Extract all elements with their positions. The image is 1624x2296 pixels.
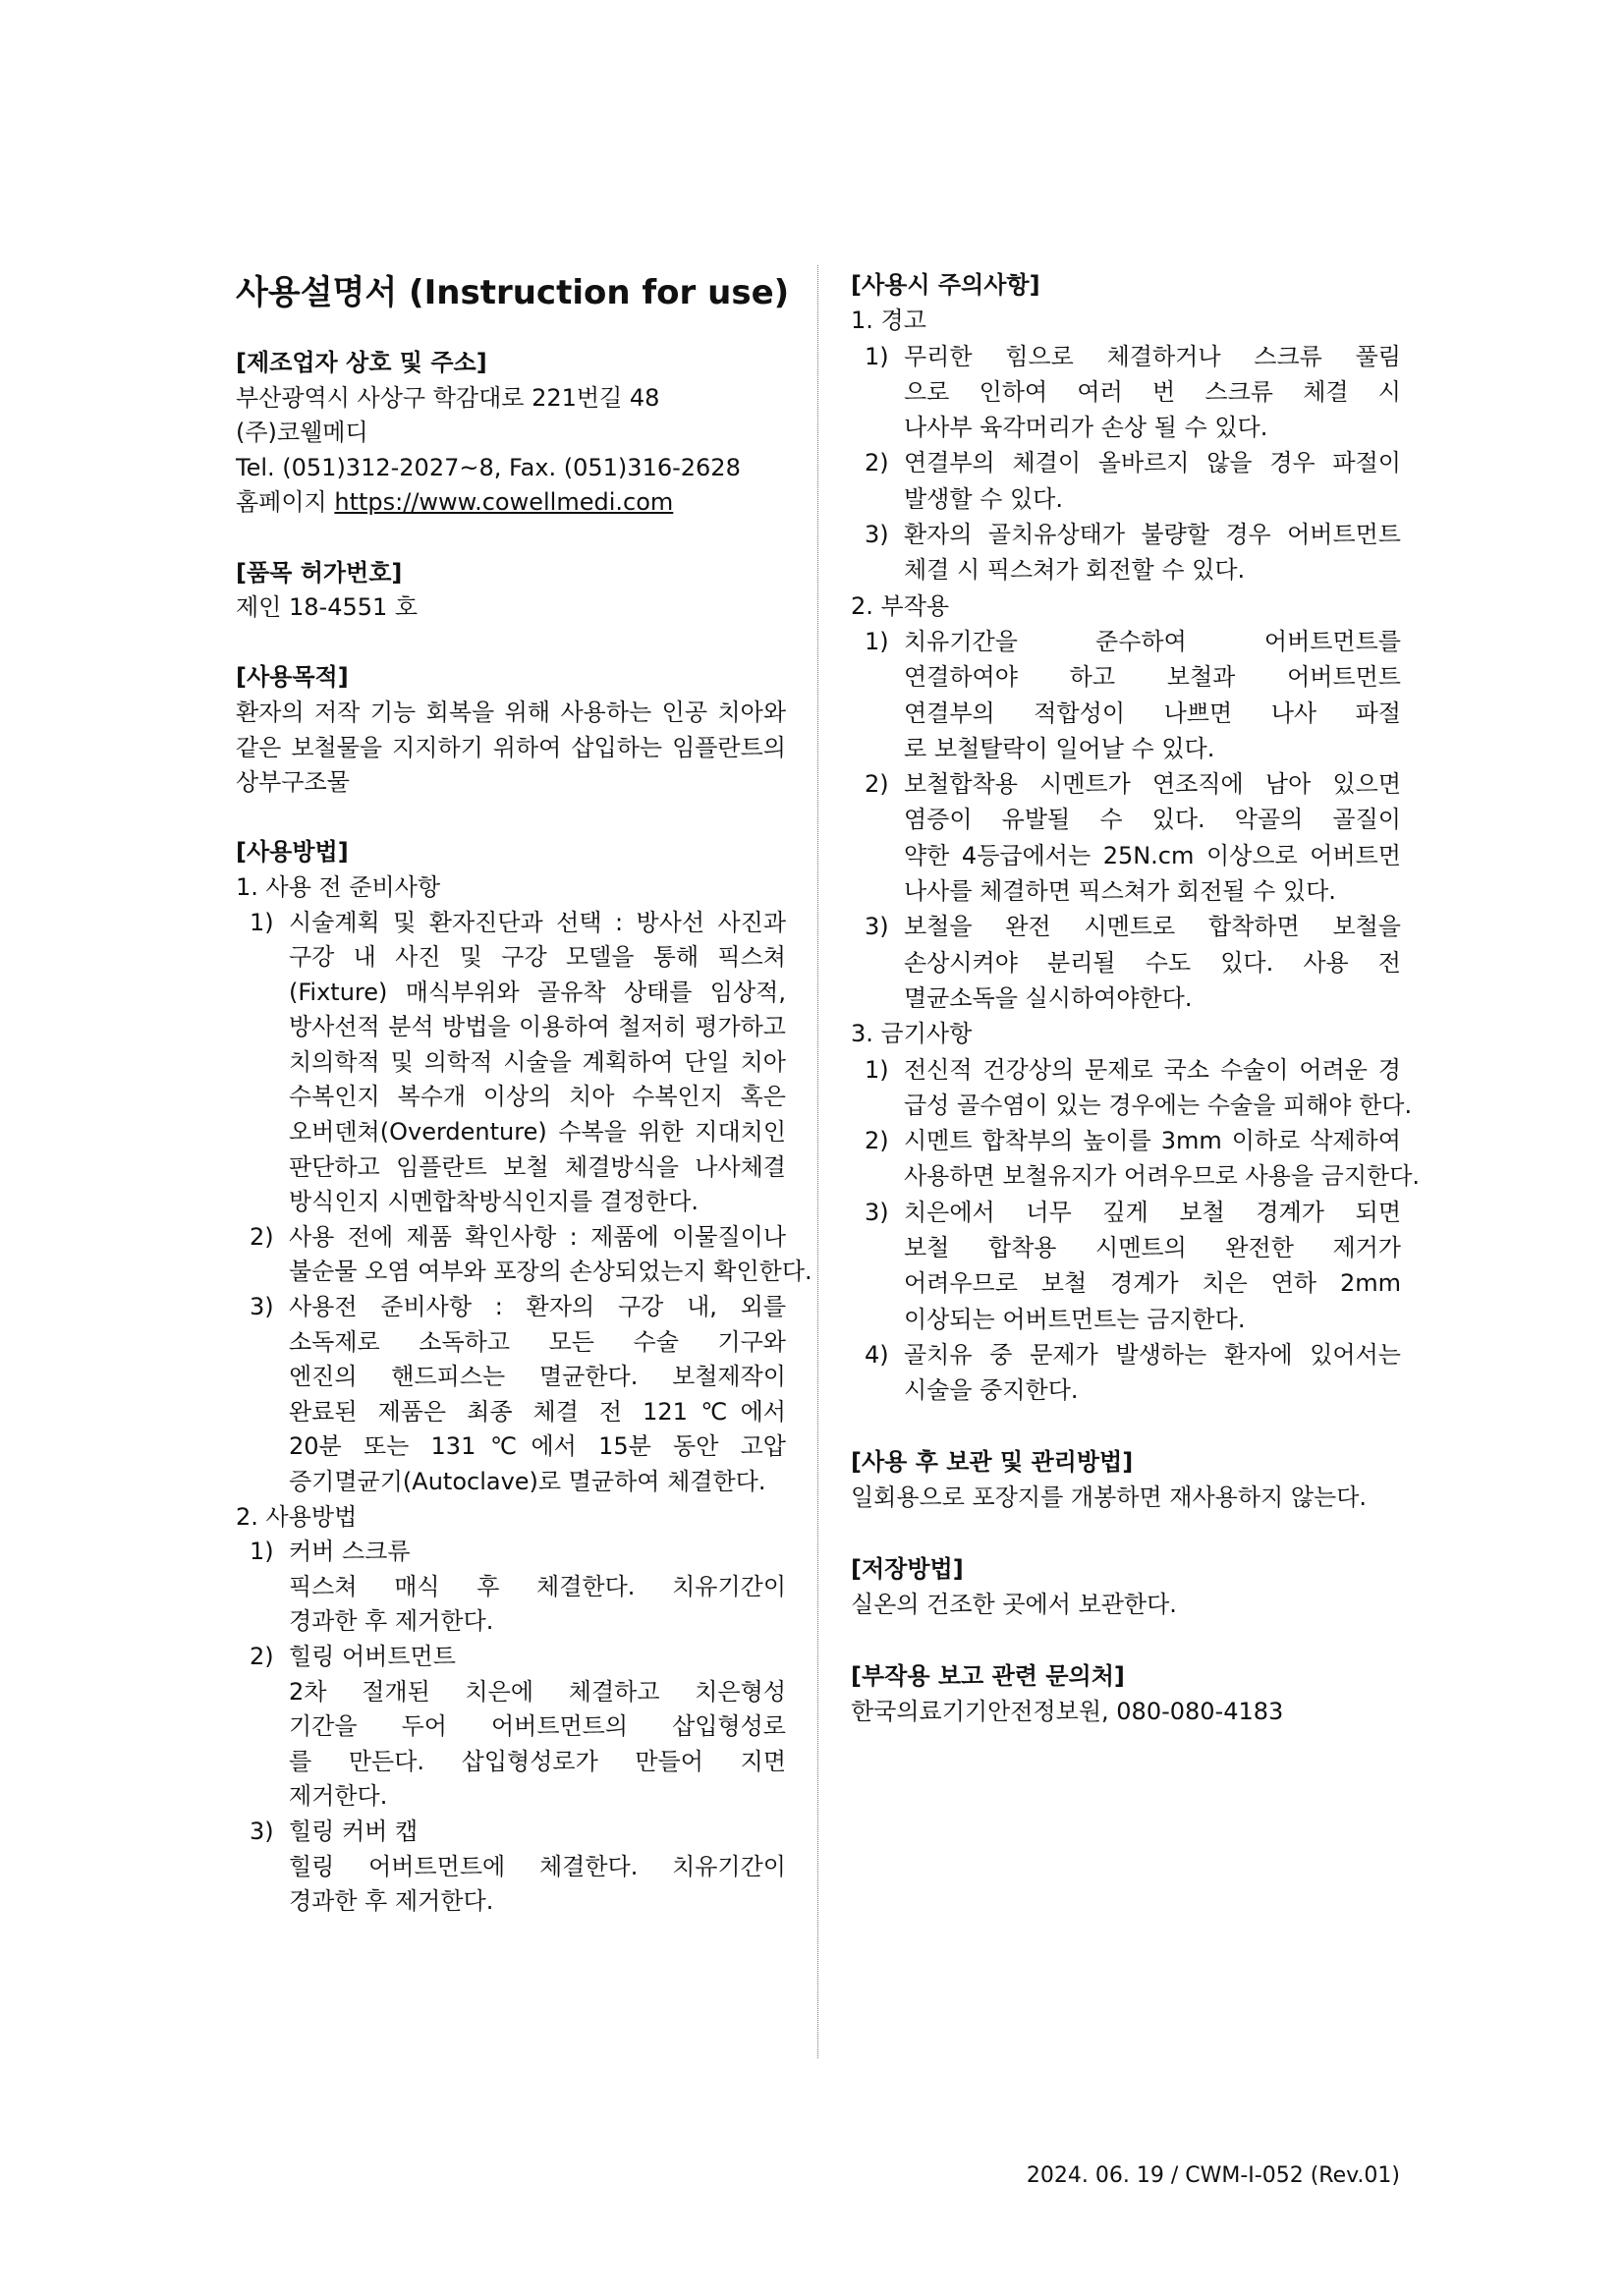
blank-line — [236, 801, 786, 836]
line-text: 로 보철탈락이 일어날 수 있다. — [904, 734, 1215, 762]
line-text: 경과한 후 제거한다. — [289, 1887, 494, 1916]
list-item-line — [851, 552, 1401, 588]
list-number: 2) — [250, 1642, 274, 1670]
list-number: 1) — [865, 1055, 889, 1084]
line-text: 시멘트 합착부의 높이를 3mm 이하로 삭제하여 — [904, 1127, 1401, 1155]
list-item-line — [851, 481, 1401, 517]
list-item-line — [851, 517, 1401, 552]
line-text: 나사부 육각머리가 손상 될 수 있다. — [904, 414, 1268, 442]
list-item-line: 어려우므로 보철 경계가 치은 연하 2mm — [904, 1269, 1401, 1298]
section-heading: [사용 후 보관 및 관리방법] — [851, 1447, 1134, 1476]
line-text: 불순물 오염 여부와 포장의 손상되었는지 확인한다. — [289, 1258, 812, 1286]
list-number: 3) — [865, 913, 889, 941]
line-text: 경과한 후 제거한다. — [289, 1607, 494, 1636]
line-text: 치은에서 너무 깊게 보철 경계가 되면 — [904, 1198, 1401, 1226]
list-item-line: 치의학적 및 의학적 시술을 계획하여 단일 치아 — [289, 1047, 786, 1076]
line-text: 제인 18-4551 호 — [236, 593, 419, 622]
list-item-line: 연결부의 적합성이 나쁘면 나사 파절 — [904, 699, 1401, 727]
line-text: 1. 사용 전 준비사항 — [236, 872, 441, 901]
list-item-line: 소독제로 소독하고 모든 수술 기구와 — [289, 1327, 786, 1356]
list-item-line: 염증이 유발될 수 있다. 악골의 골질이 — [904, 806, 1401, 834]
list-item-line — [236, 1255, 812, 1290]
line-text: 무리한 힘으로 체결하거나 스크류 풀림 — [904, 342, 1401, 370]
line-text: 힐링 어버트먼트 — [289, 1642, 456, 1670]
list-item-line — [851, 339, 1401, 374]
line-text: 이상되는 어버트먼트는 금지한다. — [904, 1305, 1246, 1333]
blank-line — [236, 521, 786, 556]
section-heading: [품목 허가번호] — [236, 558, 403, 587]
list-item-line — [851, 1158, 1421, 1194]
list-item-line — [236, 1640, 786, 1675]
line-text: 시술계획 및 환자진단과 선택 : 방사선 사진과 — [289, 908, 786, 936]
line-text: 일회용으로 포장지를 개봉하면 재사용하지 않는다. — [851, 1484, 1368, 1512]
line-text: 1. 경고 — [851, 307, 926, 335]
line-text: 3. 금기사항 — [851, 1020, 973, 1048]
list-number: 1) — [865, 342, 889, 370]
section-heading: [사용목적] — [236, 663, 349, 692]
line-text: 힐링 커버 캡 — [289, 1817, 419, 1845]
text-line — [851, 303, 1401, 338]
list-item-line: 오버덴쳐(Overdenture) 수복을 위한 지대치인 — [289, 1118, 786, 1147]
list-item-line — [236, 1815, 786, 1850]
document-title: 사용설명서 (Instruction for use) — [236, 273, 790, 312]
list-number: 3) — [865, 521, 889, 549]
line-text: 2. 부작용 — [851, 591, 950, 620]
list-item-line — [851, 873, 1401, 909]
list-item-line — [236, 1220, 786, 1256]
list-item-line — [851, 410, 1401, 445]
text-line: 힐링 어버트먼트에 체결한다. 치유기간이 — [289, 1852, 786, 1880]
text-line — [236, 416, 786, 451]
list-number: 1) — [250, 908, 274, 936]
text-line: 2차 절개된 치은에 체결하고 치은형성 — [289, 1677, 786, 1706]
line-text: 실온의 건조한 곳에서 보관한다. — [851, 1590, 1177, 1618]
text-line — [851, 1694, 1401, 1729]
list-item-line: 엔진의 핸드피스는 멸균한다. 보철제작이 — [289, 1363, 786, 1391]
text-line — [851, 588, 1401, 624]
text-line — [236, 451, 786, 486]
text-line — [236, 1779, 786, 1815]
text-line — [236, 765, 786, 801]
homepage-link[interactable]: https://www.cowellmedi.com — [334, 488, 674, 517]
text-line: 기간을 두어 어버트먼트의 삽입형성로 — [289, 1712, 786, 1741]
list-item-line — [851, 1372, 1401, 1408]
section-heading: [사용시 주의사항] — [851, 271, 1040, 299]
list-item-line — [851, 909, 1401, 944]
list-item-line — [851, 1195, 1401, 1230]
list-item-line — [236, 1185, 786, 1220]
list-number: 2) — [865, 1127, 889, 1155]
list-item-line — [236, 906, 786, 941]
text-line — [236, 1884, 786, 1920]
left-column — [236, 346, 812, 1920]
line-text: 골치유 중 문제가 발생하는 환자에 있어서는 — [904, 1340, 1401, 1369]
line-text: 커버 스크류 — [289, 1538, 411, 1566]
footer-revision: 2024. 06. 19 / CWM-I-052 (Rev.01) — [1026, 2163, 1400, 2188]
text-line — [236, 590, 786, 626]
line-text: 연결부의 체결이 올바르지 않을 경우 파절이 — [904, 449, 1401, 477]
line-text: 치유기간을 준수하여 어버트먼트를 — [904, 627, 1401, 655]
line-text: 제거한다. — [289, 1782, 388, 1811]
line-text: 보철합착용 시멘트가 연조직에 남아 있으면 — [904, 770, 1401, 799]
column-divider — [817, 265, 818, 2058]
line-text: 환자의 골치유상태가 불량할 경우 어버트먼트 — [904, 521, 1401, 549]
list-number: 2) — [250, 1222, 274, 1251]
line-text: 발생할 수 있다. — [904, 484, 1063, 513]
line-text: 전신적 건강상의 문제로 국소 수술이 어려운 경 — [904, 1055, 1401, 1084]
list-item-line: 방사선적 분석 방법을 이용하여 철저히 평가하고 — [289, 1013, 786, 1041]
list-item-line — [851, 1088, 1413, 1123]
line-text: 상부구조물 — [236, 768, 350, 797]
list-item-line: (Fixture) 매식부위와 골유착 상태를 임상적, — [289, 978, 786, 1006]
list-number: 3) — [250, 1293, 274, 1321]
list-item-line: 약한 4등급에서는 25N.cm 이상으로 어버트먼 — [904, 841, 1401, 869]
list-item-line — [851, 1302, 1401, 1337]
line-text: 시술을 중지한다. — [904, 1376, 1079, 1405]
list-number: 2) — [865, 770, 889, 799]
list-number: 3) — [250, 1817, 274, 1845]
text-line — [236, 1604, 786, 1640]
list-item-line — [851, 1052, 1401, 1088]
line-text: 부산광역시 사상구 학감대로 221번길 48 — [236, 383, 660, 412]
section-heading: [제조업자 상호 및 주소] — [236, 349, 487, 376]
line-text: 2. 사용방법 — [236, 1502, 358, 1531]
line-text: 멸균소독을 실시하여야한다. — [904, 983, 1193, 1012]
text-line: 픽스쳐 매식 후 체결한다. 치유기간이 — [289, 1572, 786, 1600]
homepage-label: 홈페이지 — [236, 488, 327, 517]
text-line — [236, 870, 786, 906]
list-number: 3) — [865, 1198, 889, 1226]
list-item-line — [236, 1535, 786, 1570]
list-item-line — [236, 1290, 786, 1325]
list-item-line: 연결하여야 하고 보철과 어버트먼트 — [904, 663, 1401, 692]
line-text: (주)코웰메디 — [236, 419, 368, 447]
text-line: 를 만든다. 삽입형성로가 만들어 지면 — [289, 1747, 786, 1775]
text-line: 같은 보철물을 지지하기 위하여 삽입하는 임플란트의 — [236, 733, 786, 761]
line-text: 보철을 완전 시멘트로 합착하면 보철을 — [904, 913, 1401, 941]
list-item-line — [851, 980, 1401, 1016]
line-text: 사용전 준비사항 : 환자의 구강 내, 외를 — [289, 1293, 786, 1321]
line-text: 사용 전에 제품 확인사항 : 제품에 이물질이나 — [289, 1222, 786, 1251]
list-item-line: 수복인지 복수개 이상의 치아 수복인지 혹은 — [289, 1083, 786, 1111]
homepage-line — [236, 485, 786, 521]
list-item-line: 보철 합착용 시멘트의 완전한 제거가 — [904, 1234, 1401, 1262]
list-item-line: 판단하고 임플란트 보철 체결방식을 나사체결 — [289, 1152, 786, 1181]
line-text: 방식인지 시멘합착방식인지를 결정한다. — [289, 1188, 700, 1216]
list-item-line — [851, 731, 1401, 766]
line-text: 체결 시 픽스쳐가 회전할 수 있다. — [904, 556, 1246, 585]
right-column — [851, 267, 1421, 1729]
section-heading: [사용방법] — [236, 838, 349, 867]
text-line — [851, 1016, 1401, 1051]
list-item-line — [851, 445, 1401, 480]
list-number: 2) — [865, 449, 889, 477]
text-line: 환자의 저작 기능 회복을 위해 사용하는 인공 치아와 — [236, 698, 786, 726]
list-item-line — [851, 624, 1401, 659]
blank-line — [851, 1409, 1401, 1444]
section-heading: [부작용 보고 관련 문의처] — [851, 1661, 1125, 1690]
text-line — [851, 1480, 1401, 1515]
blank-line — [851, 1622, 1401, 1657]
line-text: 사용하면 보철유지가 어려우므로 사용을 금지한다. — [904, 1162, 1421, 1191]
list-item-line — [851, 1123, 1401, 1158]
text-line — [851, 1587, 1401, 1622]
list-item-line: 구강 내 사진 및 구강 모델을 통해 픽스쳐 — [289, 943, 786, 972]
blank-line — [851, 1515, 1401, 1550]
list-item-line: 완료된 제품은 최종 체결 전 121℃에서 — [289, 1397, 786, 1426]
blank-line — [236, 626, 786, 661]
line-text: 증기멸균기(Autoclave)로 멸균하여 체결한다. — [289, 1468, 766, 1495]
line-text: 나사를 체결하면 픽스쳐가 회전될 수 있다. — [904, 877, 1336, 906]
list-item-line — [236, 1465, 786, 1500]
text-line — [236, 381, 786, 417]
list-item-line — [851, 766, 1401, 802]
line-text: 급성 골수염이 있는 경우에는 수술을 피해야 한다. — [904, 1091, 1413, 1119]
list-number: 1) — [250, 1538, 274, 1566]
list-item-line: 으로 인하여 여러 번 스크류 체결 시 — [904, 377, 1401, 406]
list-item-line: 손상시켜야 분리될 수도 있다. 사용 전 — [904, 948, 1401, 977]
line-text: 한국의료기기안전정보원, 080-080-4183 — [851, 1697, 1284, 1725]
list-number: 4) — [865, 1340, 889, 1369]
text-line — [236, 1500, 786, 1536]
list-item-line — [851, 1337, 1401, 1372]
list-item-line: 20분 또는 131℃에서 15분 동안 고압 — [289, 1432, 786, 1461]
list-number: 1) — [865, 627, 889, 655]
line-text: Tel. (051)312-2027~8, Fax. (051)316-2628 — [236, 453, 741, 481]
section-heading: [저장방법] — [851, 1554, 964, 1583]
